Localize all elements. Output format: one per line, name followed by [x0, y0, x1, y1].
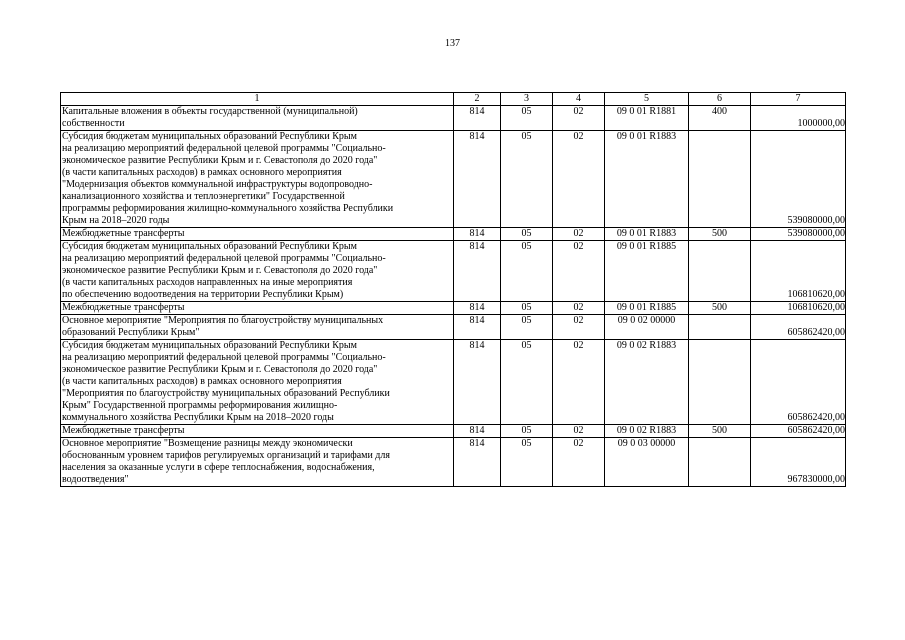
row-name: Субсидия бюджетам муниципальных образований Республики Крым на реализацию мероприятий федеральной целевой программы "Социально- экономическое развитие Республики Крым и г. Севастополя до 2020 года" (в части капитальных расходов) в рамках основного мероприятия "Модернизация объектов коммунальной инфраструктуры водопроводно- канализационного хозяйства и теплоэнергетики" Государственной программы реформирования жилищно-коммунального хозяйства Республики Крым на 2018–2020 годы	[61, 131, 454, 228]
row-code-2: 814	[454, 106, 501, 131]
column-header-4: 4	[553, 93, 605, 106]
row-code-3: 05	[501, 340, 553, 425]
table-row	[61, 315, 846, 340]
row-name: Межбюджетные трансферты	[61, 302, 454, 315]
table-row	[61, 438, 846, 487]
row-code-2: 814	[454, 241, 501, 302]
row-name: Субсидия бюджетам муниципальных образований Республики Крым на реализацию мероприятий федеральной целевой программы "Социально- экономическое развитие Республики Крым и г. Севастополя до 2020 года" (в части капитальных расходов направленных на иные мероприятия по обеспечению водоотведения на территории Республики Крым)	[61, 241, 454, 302]
row-code-3: 05	[501, 228, 553, 241]
row-code-2: 814	[454, 315, 501, 340]
row-code-4: 02	[553, 106, 605, 131]
row-amount: 1000000,00	[751, 106, 846, 131]
row-code-5: 09 0 01 R1883	[605, 228, 689, 241]
row-code-6	[689, 340, 751, 425]
row-code-6	[689, 131, 751, 228]
row-code-5: 09 0 01 R1885	[605, 302, 689, 315]
row-code-2: 814	[454, 340, 501, 425]
row-amount: 539080000,00	[751, 228, 846, 241]
row-name: Межбюджетные трансферты	[61, 425, 454, 438]
row-code-6: 500	[689, 302, 751, 315]
column-header-5: 5	[605, 93, 689, 106]
row-code-4: 02	[553, 302, 605, 315]
table-row	[61, 425, 846, 438]
row-code-2: 814	[454, 228, 501, 241]
row-code-5: 09 0 01 R1885	[605, 241, 689, 302]
column-header-7: 7	[751, 93, 846, 106]
row-code-6	[689, 241, 751, 302]
row-name: Межбюджетные трансферты	[61, 228, 454, 241]
row-code-6	[689, 438, 751, 487]
row-amount: 605862420,00	[751, 425, 846, 438]
row-name: Основное мероприятие "Возмещение разницы между экономически обоснованным уровнем тарифов регулируемых организаций и тарифами для населения за оказанные услуги в сфере теплоснабжения, водоснабжения, водоотведения"	[61, 438, 454, 487]
row-code-3: 05	[501, 438, 553, 487]
row-amount: 605862420,00	[751, 315, 846, 340]
row-code-3: 05	[501, 131, 553, 228]
row-code-5: 09 0 01 R1883	[605, 131, 689, 228]
row-code-5: 09 0 02 00000	[605, 315, 689, 340]
row-name: Капитальные вложения в объекты государственной (муниципальной) собственности	[61, 106, 454, 131]
column-header-6: 6	[689, 93, 751, 106]
table-row	[61, 131, 846, 228]
row-code-4: 02	[553, 241, 605, 302]
row-code-4: 02	[553, 340, 605, 425]
row-code-4: 02	[553, 315, 605, 340]
row-code-6: 500	[689, 228, 751, 241]
row-code-4: 02	[553, 425, 605, 438]
row-code-3: 05	[501, 241, 553, 302]
table-row	[61, 241, 846, 302]
table-row	[61, 302, 846, 315]
budget-table	[60, 92, 846, 487]
row-amount: 106810620,00	[751, 241, 846, 302]
column-header-3: 3	[501, 93, 553, 106]
row-code-2: 814	[454, 438, 501, 487]
row-amount: 967830000,00	[751, 438, 846, 487]
row-code-5: 09 0 01 R1881	[605, 106, 689, 131]
row-code-3: 05	[501, 315, 553, 340]
table-row	[61, 228, 846, 241]
row-code-5: 09 0 02 R1883	[605, 340, 689, 425]
row-name: Основное мероприятие "Мероприятия по благоустройству муниципальных образований Республики Крым"	[61, 315, 454, 340]
row-code-6	[689, 315, 751, 340]
table-row	[61, 106, 846, 131]
row-code-4: 02	[553, 438, 605, 487]
row-code-4: 02	[553, 131, 605, 228]
row-code-3: 05	[501, 425, 553, 438]
column-header-1: 1	[61, 93, 454, 106]
row-code-3: 05	[501, 106, 553, 131]
row-code-5: 09 0 03 00000	[605, 438, 689, 487]
row-code-5: 09 0 02 R1883	[605, 425, 689, 438]
row-code-2: 814	[454, 302, 501, 315]
row-code-2: 814	[454, 131, 501, 228]
column-number-row	[61, 93, 846, 106]
column-header-2: 2	[454, 93, 501, 106]
row-name: Субсидия бюджетам муниципальных образований Республики Крым на реализацию мероприятий федеральной целевой программы "Социально- экономическое развитие Республики Крым и г. Севастополя до 2020 года" (в части капитальных расходов) в рамках основного мероприятия "Мероприятия по благоустройству муниципальных образований Республики Крым" Государственной программы реформирования жилищно- коммунального хозяйства Республики Крым на 2018–2020 годы	[61, 340, 454, 425]
row-amount: 605862420,00	[751, 340, 846, 425]
row-code-2: 814	[454, 425, 501, 438]
table-row	[61, 340, 846, 425]
row-amount: 106810620,00	[751, 302, 846, 315]
page-number: 137	[445, 38, 460, 49]
row-code-3: 05	[501, 302, 553, 315]
row-code-6: 400	[689, 106, 751, 131]
row-code-6: 500	[689, 425, 751, 438]
row-amount: 539080000,00	[751, 131, 846, 228]
row-code-4: 02	[553, 228, 605, 241]
